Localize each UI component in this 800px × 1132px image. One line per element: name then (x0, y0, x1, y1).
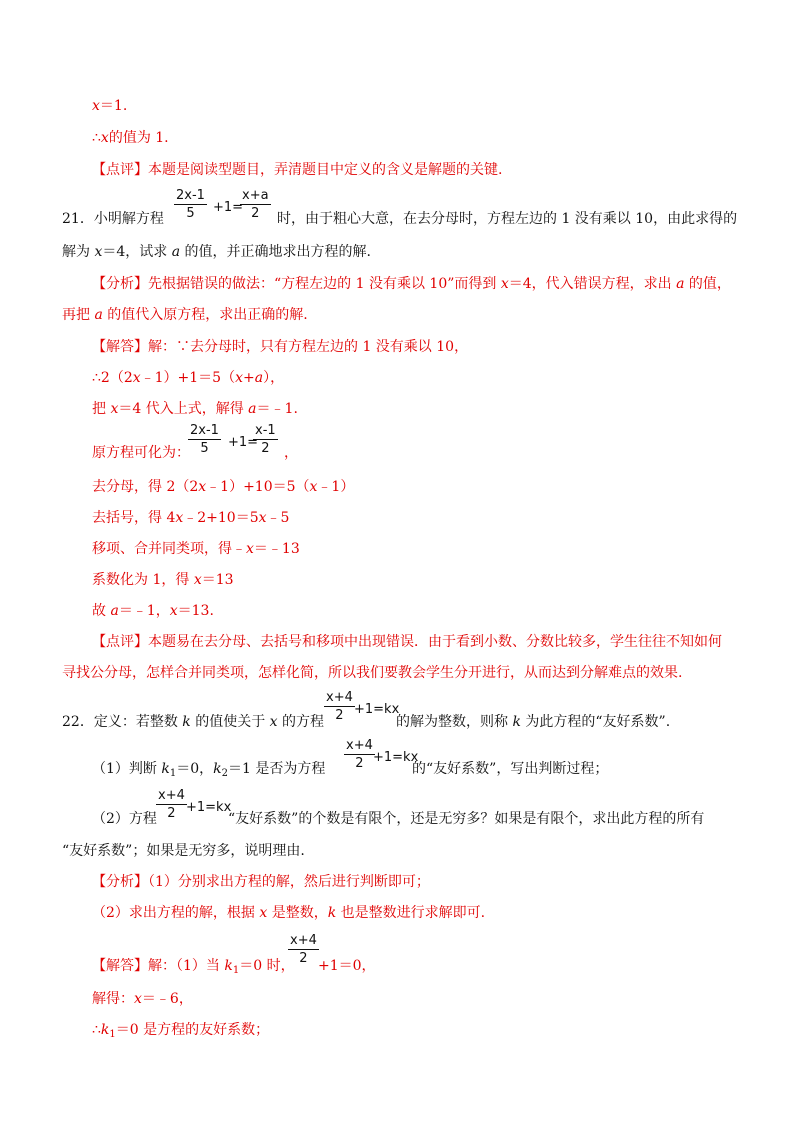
review-note: 寻找公分母，怎样合并同类项，怎样化简，所以我们要教会学生分开进行，从而达到分解难点的效果. (62, 665, 683, 681)
analysis-line: 再把 a 的值代入原方程，求出正确的解. (62, 307, 308, 323)
sub-question-2: （2）方程 (92, 811, 157, 827)
text-line: 的解为整数，则称 k 为此方程的“友好系数”. (396, 714, 671, 730)
fraction: $\frac{x+4}{2}$ (346, 738, 373, 771)
review-note: 【点评】本题易在去分母、去括号和移项中出现错误．由于看到小数、分数比较多，学生往往不知如何 (92, 634, 722, 650)
equation-rhs: +1=kx (373, 750, 419, 765)
solution-line: $\therefore k_1=0$ 是方程的友好系数； (92, 1022, 270, 1040)
fraction: $\frac{x+a}{2}$ (242, 188, 269, 221)
review-note: 【点评】本题是阅读型题目，弄清题目中定义的含义是解题的关键. (92, 162, 503, 178)
solution-line: ∴2（2x﹣1）+1＝5（x+a）， (92, 370, 285, 386)
equation-rhs: +1=kx (354, 702, 400, 717)
text-line: ∴x的值为 1. (92, 130, 169, 146)
text-line: 时，由于粗心大意，在去分母时，方程左边的 1 没有乘以 10，由此求得的 (277, 211, 738, 227)
question-21-number: 21．小明解方程 (62, 211, 164, 227)
fraction: $\frac{x+4}{2}$ (158, 788, 185, 821)
fraction: $\frac{x+4}{2}$ (290, 933, 317, 966)
solution-line: 把 x＝4 代入上式，解得 a＝﹣1. (92, 401, 298, 417)
solution-line: +1＝0， (318, 958, 376, 974)
solution-line: 去分母，得 2（2x﹣1）+10＝5（x﹣1） (92, 479, 355, 495)
solution-line: 原方程可化为： (92, 445, 190, 461)
text-line: x＝1. (92, 98, 128, 114)
fraction: $\frac{2x-1}{5}$ (176, 188, 205, 221)
text-line: “友好系数”；如果是无穷多，说明理由. (62, 843, 305, 859)
fraction: $\frac{x-1}{2}$ (255, 423, 276, 456)
equation-rhs: +1=kx (186, 800, 232, 815)
text-line: 的“友好系数”，写出判断过程； (412, 761, 609, 777)
solution-line: 【解答】解：∵去分母时，只有方程左边的 1 没有乘以 10， (92, 339, 469, 355)
equation-plus: +1= (228, 435, 259, 450)
solution-line: 移项、合并同类项，得﹣x＝﹣13 (92, 541, 300, 557)
fraction: $\frac{2x-1}{5}$ (190, 423, 219, 456)
solution-line: 解得：x＝﹣6， (92, 991, 193, 1007)
solution-line: 系数化为 1，得 x＝13 (92, 572, 234, 588)
punctuation: ， (284, 445, 298, 461)
question-22-text: 22．定义：若整数 k 的值使关于 x 的方程 (62, 714, 325, 730)
solution-line: 【解答】解：（1）当 $k_1=0$ 时， (92, 958, 295, 976)
analysis-line: 【分析】（1）分别求出方程的解，然后进行判断即可； (92, 874, 430, 890)
solution-line: 故 a＝﹣1，x＝13. (92, 603, 214, 619)
analysis-line: 【分析】先根据错误的做法：“方程左边的 1 没有乘以 10”而得到 x＝4，代入错误方程，求出 a 的值， (92, 276, 731, 292)
solution-line: 去括号，得 4x﹣2+10＝5x﹣5 (92, 510, 290, 526)
text-line: “友好系数”的个数是有限个，还是无穷多？如果是有限个，求出此方程的所有 (228, 811, 705, 827)
sub-question-1: （1）判断 $k_1=0$，$k_2=1$ 是否为方程 (92, 761, 326, 779)
analysis-line: （2）求出方程的解，根据 x 是整数，k 也是整数进行求解即可. (92, 905, 486, 921)
fraction: $\frac{x+4}{2}$ (326, 690, 353, 723)
equation-plus: +1= (213, 200, 244, 215)
text-line: 解为 x＝4，试求 a 的值，并正确地求出方程的解. (62, 244, 371, 260)
